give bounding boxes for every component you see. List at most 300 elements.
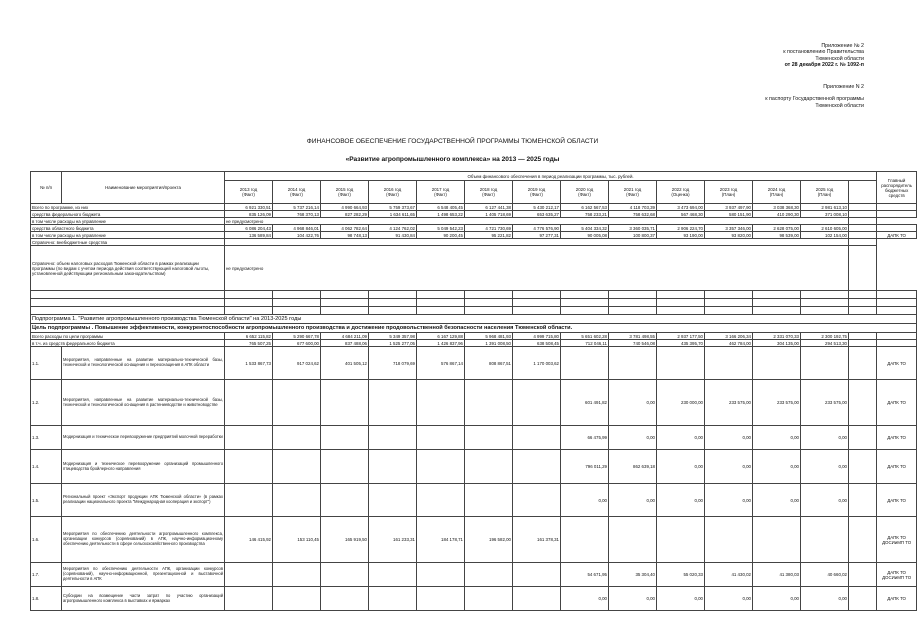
- value-cell: 758 233,21: [561, 211, 609, 218]
- value-cell: [465, 450, 513, 484]
- value-cell: [801, 347, 849, 380]
- value-cell: 0,00: [753, 484, 801, 517]
- value-cell: 4 990 664,93: [321, 204, 369, 211]
- reference-row: [31, 246, 917, 291]
- empty-cell: [513, 291, 561, 299]
- activity-row: [31, 587, 917, 611]
- manager-cell: ДАПК ТО ДОСИиМП ТО: [877, 517, 917, 563]
- year-header: [273, 181, 321, 204]
- year-header: [657, 181, 705, 204]
- value-cell: 0,00: [561, 484, 609, 517]
- empty-cell: [31, 307, 225, 315]
- year-kind: (Факт): [434, 192, 447, 197]
- value-cell: 3 360 035,71: [609, 225, 657, 232]
- value-cell: 4 721 730,69: [465, 225, 513, 232]
- empty-cell: [369, 299, 417, 307]
- activity-name: Мероприятия, направленные на развитие материально-технической базы, технической и технологической оснащения и переоснащения в АПК области: [62, 347, 225, 380]
- value-cell: [369, 587, 417, 611]
- empty-cell: [753, 307, 801, 315]
- year-header: [225, 181, 273, 204]
- activity-name: Мероприятия, направленные на развитие материально-технической базы, технической и технологической оснащения в растениеводстве и животноводстве: [62, 380, 225, 426]
- empty-cell: [609, 291, 657, 299]
- empty-cell: [705, 291, 753, 299]
- value-cell: 5 049 542,23: [417, 225, 465, 232]
- value-cell: [417, 563, 465, 587]
- activity-row: [31, 380, 917, 426]
- value-cell: 2 906 224,70: [657, 225, 705, 232]
- value-cell: 740 546,08: [609, 340, 657, 347]
- manager-cell: [877, 204, 917, 211]
- value-cell: 5 430 212,17: [513, 204, 561, 211]
- value-cell: [609, 347, 657, 380]
- empty-cell: [657, 307, 705, 315]
- value-cell: 153 110,45: [273, 517, 321, 563]
- value-cell: 3 937 497,90: [705, 204, 753, 211]
- year-kind: (Факт): [338, 192, 351, 197]
- value-cell: 0,00: [801, 426, 849, 450]
- empty-cell: [465, 299, 513, 307]
- value-cell: 0,00: [609, 587, 657, 611]
- value-cell: [513, 587, 561, 611]
- value-cell: 3 038 368,30: [753, 204, 801, 211]
- value-cell: 4 776 576,90: [513, 225, 561, 232]
- empty-cell: [225, 291, 273, 299]
- value-cell: 6 127 441,38: [465, 204, 513, 211]
- value-cell: 0,00: [705, 587, 753, 611]
- empty-cell: [849, 307, 877, 315]
- value-cell: 371 008,10: [801, 211, 849, 218]
- empty-cell: [849, 246, 877, 291]
- value-cell: 98 539,00: [753, 232, 801, 239]
- value-cell: [513, 484, 561, 517]
- manager-cell: ДАПК ТО: [877, 232, 917, 239]
- year-kind: (Факт): [530, 192, 543, 197]
- value-cell: 0,00: [801, 587, 849, 611]
- activity-number: 1.1.: [31, 347, 62, 380]
- passport-appendix-header: [765, 84, 864, 109]
- empty-cell: [561, 307, 609, 315]
- activity-number: 1.3.: [31, 426, 62, 450]
- subprogram-total-row: [31, 333, 917, 340]
- value-cell: 5 651 602,28: [561, 333, 609, 340]
- note-cell: не предусмотрено: [225, 246, 849, 291]
- empty-cell: [849, 340, 877, 347]
- value-cell: [417, 587, 465, 611]
- year-label: 2016 год: [383, 187, 402, 192]
- activity-number: 1.7.: [31, 563, 62, 587]
- year-label: 2020 год: [575, 187, 594, 192]
- activity-name: Мероприятия по обеспечению деятельности агропромышленного комплекса, организации конкурсов (соревнований) в АПК, научно-информационному обеспечению деятельности в сфере сельскохозяйственного производства: [62, 517, 225, 563]
- empty-cell: [753, 291, 801, 299]
- value-cell: [465, 587, 513, 611]
- empty-cell: [273, 299, 321, 307]
- appendix-2-line: Тюменской области: [815, 55, 864, 62]
- empty-cell: [849, 587, 877, 611]
- value-cell: 1 525 277,05: [369, 340, 417, 347]
- value-cell: 0,00: [657, 484, 705, 517]
- row-label: средства федерального бюджета: [31, 211, 225, 218]
- value-cell: 4 968 846,01: [273, 225, 321, 232]
- value-cell: 835 126,09: [225, 211, 273, 218]
- value-cell: 97 277,31: [513, 232, 561, 239]
- value-cell: 93 190,00: [657, 232, 705, 239]
- column-header-no: № п/п: [31, 172, 62, 204]
- value-cell: 768 370,13: [273, 211, 321, 218]
- value-cell: 0,00: [753, 587, 801, 611]
- value-cell: 5 349 357,98: [369, 333, 417, 340]
- note-cell: не предусмотрено: [225, 218, 849, 225]
- year-header: [753, 181, 801, 204]
- empty-cell: [513, 299, 561, 307]
- value-cell: [273, 426, 321, 450]
- value-cell: 758 632,68: [609, 211, 657, 218]
- empty-cell: [849, 380, 877, 426]
- empty-cell: [657, 299, 705, 307]
- row-label: Всего расходы по цели программы: [31, 333, 225, 340]
- value-cell: 1 498 653,22: [417, 211, 465, 218]
- value-cell: 136 589,84: [225, 232, 273, 239]
- value-cell: [417, 484, 465, 517]
- value-cell: 2 628 075,00: [753, 225, 801, 232]
- value-cell: 6 652 115,82: [225, 333, 273, 340]
- value-cell: 567 468,30: [657, 211, 705, 218]
- empty-cell: [513, 307, 561, 315]
- value-cell: 0,00: [609, 380, 657, 426]
- empty-cell: [369, 291, 417, 299]
- value-cell: 808 867,51: [465, 347, 513, 380]
- value-cell: 100 800,37: [609, 232, 657, 239]
- spacer-row: [31, 291, 917, 299]
- value-cell: [225, 380, 273, 426]
- year-kind: (Факт): [482, 192, 495, 197]
- row-label: в том числе расходы на управление: [31, 218, 225, 225]
- manager-cell: ДАПК ТО: [877, 484, 917, 517]
- empty-cell: [321, 299, 369, 307]
- value-cell: [273, 484, 321, 517]
- value-cell: [273, 563, 321, 587]
- value-cell: [561, 347, 609, 380]
- manager-cell: ДАПК ТО: [877, 587, 917, 611]
- empty-cell: [705, 299, 753, 307]
- year-label: 2014 год: [287, 187, 306, 192]
- value-cell: [417, 426, 465, 450]
- total-row: [31, 204, 917, 211]
- value-cell: 718 079,69: [369, 347, 417, 380]
- empty-cell: [849, 239, 877, 246]
- value-cell: 66 475,99: [561, 426, 609, 450]
- value-cell: [465, 563, 513, 587]
- value-cell: 2 331 070,33: [753, 333, 801, 340]
- activity-number: 1.4.: [31, 450, 62, 484]
- value-cell: [513, 426, 561, 450]
- year-label: 2022 год: [671, 187, 690, 192]
- value-cell: 233 575,00: [705, 380, 753, 426]
- empty-cell: [849, 232, 877, 239]
- federal-row: [31, 211, 917, 218]
- value-cell: 196 582,00: [465, 517, 513, 563]
- value-cell: [369, 450, 417, 484]
- year-kind: (Оценка): [671, 192, 690, 197]
- empty-cell: [849, 450, 877, 484]
- empty-cell: [273, 291, 321, 299]
- value-cell: 102 154,00: [801, 232, 849, 239]
- value-cell: [705, 517, 753, 563]
- manager-cell: ДАПК ТО: [877, 450, 917, 484]
- value-cell: [321, 587, 369, 611]
- empty-cell: [417, 299, 465, 307]
- value-cell: 2 300 192,75: [801, 333, 849, 340]
- value-cell: 3 166 206,34: [705, 333, 753, 340]
- value-cell: 3 473 694,00: [657, 204, 705, 211]
- value-cell: [321, 563, 369, 587]
- value-cell: [321, 484, 369, 517]
- value-cell: 1 405 718,69: [465, 211, 513, 218]
- value-cell: [705, 347, 753, 380]
- value-cell: 5 290 667,78: [273, 333, 321, 340]
- empty-cell: [705, 307, 753, 315]
- goal-row: [31, 324, 917, 333]
- activity-row: [31, 450, 917, 484]
- year-label: 2025 год: [815, 187, 834, 192]
- value-cell: 1 426 837,96: [417, 340, 465, 347]
- empty-cell: [849, 181, 877, 204]
- row-label: в т.ч. из средств федерального бюджета: [31, 340, 225, 347]
- empty-cell: [849, 426, 877, 450]
- empty-cell: [417, 291, 465, 299]
- empty-cell: [877, 291, 917, 299]
- document-title: ФИНАНСОВОЕ ОБЕСПЕЧЕНИЕ ГОСУДАРСТВЕННОЙ ПРОГРАММЫ ТЮМЕНСКОЙ ОБЛАСТИ: [306, 138, 599, 145]
- subprogram-goal: Цель подпрограммы . Повышение эффективности, конкурентоспособности агропромышленного производства и достижение продовольственной безопасности населения Тюменской области.: [31, 324, 917, 333]
- row-label: Всего по программе, из них: [31, 204, 225, 211]
- value-cell: [369, 380, 417, 426]
- passport-line: к паспорту Государственной программы: [765, 96, 864, 103]
- value-cell: [801, 517, 849, 563]
- empty-cell: [849, 563, 877, 587]
- passport-line: Тюменской области: [815, 102, 864, 109]
- spacer-row: [31, 307, 917, 315]
- value-cell: 837 488,06: [321, 340, 369, 347]
- year-kind: (План): [817, 192, 832, 197]
- value-cell: 3 781 498,55: [609, 333, 657, 340]
- value-cell: 4 124 762,02: [369, 225, 417, 232]
- value-cell: 638 508,45: [513, 340, 561, 347]
- empty-cell: [225, 299, 273, 307]
- activity-number: 1.2.: [31, 380, 62, 426]
- year-label: 2015 год: [335, 187, 354, 192]
- value-cell: 0,00: [705, 484, 753, 517]
- empty-cell: [753, 299, 801, 307]
- value-cell: 304 135,00: [753, 340, 801, 347]
- row-label: средства областного бюджета: [31, 225, 225, 232]
- value-cell: [465, 484, 513, 517]
- column-header-manager: Главный распорядитель бюджетных средств: [877, 172, 917, 204]
- manager-cell: [877, 333, 917, 340]
- year-label: 2021 год: [623, 187, 642, 192]
- value-cell: 90 200,45: [417, 232, 465, 239]
- value-cell: [369, 484, 417, 517]
- value-cell: 6 167 129,88: [417, 333, 465, 340]
- document-subtitle: «Развитие агропромышленного комплекса» на 2013 — 2025 годы: [345, 156, 560, 163]
- year-label: 2024 год: [767, 187, 786, 192]
- empty-cell: [561, 299, 609, 307]
- value-cell: 54 671,95: [561, 563, 609, 587]
- value-cell: 5 737 216,14: [273, 204, 321, 211]
- value-cell: [657, 517, 705, 563]
- manager-cell: [877, 340, 917, 347]
- activity-row: [31, 347, 917, 380]
- value-cell: 4 684 211,09: [321, 333, 369, 340]
- empty-cell: [465, 307, 513, 315]
- year-header: [561, 181, 609, 204]
- activity-number: 1.8.: [31, 587, 62, 611]
- value-cell: 3 357 346,00: [705, 225, 753, 232]
- year-label: 2019 год: [527, 187, 546, 192]
- manager-cell: ДАПК ТО: [877, 380, 917, 426]
- activity-name: Мероприятия по обеспечению деятельности АПК, организации конкурсов (соревнований), научно-информационной, презентационной и выставочной деятельности в АПК: [62, 563, 225, 587]
- value-cell: 796 011,29: [561, 450, 609, 484]
- empty-cell: [849, 211, 877, 218]
- value-cell: 712 046,11: [561, 340, 609, 347]
- value-cell: 677 600,00: [273, 340, 321, 347]
- value-cell: 233 575,00: [801, 380, 849, 426]
- row-label: Справочно: объем налоговых расходов Тюменской области в рамках реализации программы (по видам с учетом периода действия соответствующей налоговой льготы, установленной действующим региональным законодательством): [31, 246, 225, 291]
- manager-cell: ДАПК ТО: [877, 426, 917, 450]
- empty-cell: [849, 299, 877, 307]
- activity-row: [31, 517, 917, 563]
- empty-cell: [369, 307, 417, 315]
- value-cell: 410 290,30: [753, 211, 801, 218]
- value-cell: [273, 450, 321, 484]
- manager-cell: [877, 211, 917, 218]
- value-cell: 2 610 605,00: [801, 225, 849, 232]
- empty-cell: [849, 347, 877, 380]
- subprogram-title: Подпрограмма 1. "Развитие агропромышленного производства Тюменской области" на 2013-2025 годы: [31, 315, 917, 324]
- value-cell: 0,00: [657, 450, 705, 484]
- appendix-n2-label: Приложение N 2: [823, 84, 864, 90]
- value-cell: 601 491,82: [561, 380, 609, 426]
- empty-cell: [849, 333, 877, 340]
- value-cell: [369, 563, 417, 587]
- value-cell: [225, 587, 273, 611]
- value-cell: [513, 380, 561, 426]
- appendix-2-line: Приложение № 2: [821, 43, 864, 49]
- value-cell: 35 304,40: [609, 563, 657, 587]
- year-header: [369, 181, 417, 204]
- value-cell: [225, 563, 273, 587]
- value-cell: 0,00: [705, 450, 753, 484]
- empty-cell: [849, 517, 877, 563]
- empty-cell: [225, 307, 273, 315]
- regional-admin-row: [31, 232, 917, 239]
- value-cell: 165 919,50: [321, 517, 369, 563]
- year-kind: (Факт): [290, 192, 303, 197]
- appendix-2-date: от 28 декабря 2022 г. № 1092-п: [784, 62, 864, 69]
- value-cell: 4 062 782,64: [321, 225, 369, 232]
- value-cell: 0,00: [753, 426, 801, 450]
- value-cell: 862 639,18: [609, 450, 657, 484]
- year-kind: (Факт): [242, 192, 255, 197]
- financing-table: [30, 171, 917, 611]
- value-cell: 1 533 867,73: [225, 347, 273, 380]
- value-cell: 5 404 334,32: [561, 225, 609, 232]
- value-cell: [465, 426, 513, 450]
- year-kind: (Факт): [626, 192, 639, 197]
- empty-cell: [657, 291, 705, 299]
- value-cell: 91 430,84: [369, 232, 417, 239]
- year-header: [465, 181, 513, 204]
- empty-cell: [801, 291, 849, 299]
- value-cell: 0,00: [657, 587, 705, 611]
- value-cell: [753, 347, 801, 380]
- value-cell: 184 178,71: [417, 517, 465, 563]
- value-cell: 233 575,00: [753, 380, 801, 426]
- value-cell: 104 422,76: [273, 232, 321, 239]
- value-cell: 765 507,25: [225, 340, 273, 347]
- empty-cell: [321, 291, 369, 299]
- value-cell: [417, 380, 465, 426]
- value-cell: 0,00: [753, 450, 801, 484]
- empty-cell: [849, 291, 877, 299]
- value-cell: 5 759 373,67: [369, 204, 417, 211]
- value-cell: 6 162 567,53: [561, 204, 609, 211]
- empty-cell: [609, 307, 657, 315]
- value-cell: 653 635,27: [513, 211, 561, 218]
- value-cell: 161 378,31: [513, 517, 561, 563]
- value-cell: 95 221,82: [465, 232, 513, 239]
- year-kind: (Факт): [578, 192, 591, 197]
- activity-number: 1.6.: [31, 517, 62, 563]
- year-label: 2018 год: [479, 187, 498, 192]
- year-header: [321, 181, 369, 204]
- value-cell: 98 748,13: [321, 232, 369, 239]
- value-cell: 40 660,02: [801, 563, 849, 587]
- activity-name: Модернизация и техническое перевооружение предприятий молочной переработки: [62, 426, 225, 450]
- column-header-name: Наименование мероприятия/проекта: [62, 172, 225, 204]
- regional-row: [31, 225, 917, 232]
- extra-row: [31, 239, 917, 246]
- header-row: [31, 172, 917, 181]
- column-group-header: Объем финансового обеспечения в период реализации программы, тыс. рублей.: [225, 172, 877, 181]
- value-cell: 0,00: [609, 426, 657, 450]
- appendix-2-header: [783, 43, 864, 69]
- value-cell: 917 024,62: [273, 347, 321, 380]
- activity-row: [31, 484, 917, 517]
- value-cell: [321, 380, 369, 426]
- value-cell: [513, 563, 561, 587]
- value-cell: [321, 450, 369, 484]
- row-label: в том числе расходы на управление: [31, 232, 225, 239]
- subprogram-federal-row: [31, 340, 917, 347]
- value-cell: 6 548 405,45: [417, 204, 465, 211]
- empty-cell: [877, 307, 917, 315]
- year-kind: (Факт): [386, 192, 399, 197]
- value-cell: [417, 450, 465, 484]
- appendix-2-line: к постановлению Правительства: [783, 49, 864, 56]
- value-cell: 90 005,08: [561, 232, 609, 239]
- empty-cell: [849, 204, 877, 211]
- empty-cell: [561, 291, 609, 299]
- value-cell: [513, 450, 561, 484]
- empty-cell: [849, 218, 877, 225]
- value-cell: 41 380,03: [753, 563, 801, 587]
- value-cell: 0,00: [609, 484, 657, 517]
- value-cell: 294 513,30: [801, 340, 849, 347]
- empty-cell: [801, 299, 849, 307]
- value-cell: 1 634 611,65: [369, 211, 417, 218]
- value-cell: [225, 450, 273, 484]
- note-cell: [225, 239, 849, 246]
- value-cell: 230 000,00: [657, 380, 705, 426]
